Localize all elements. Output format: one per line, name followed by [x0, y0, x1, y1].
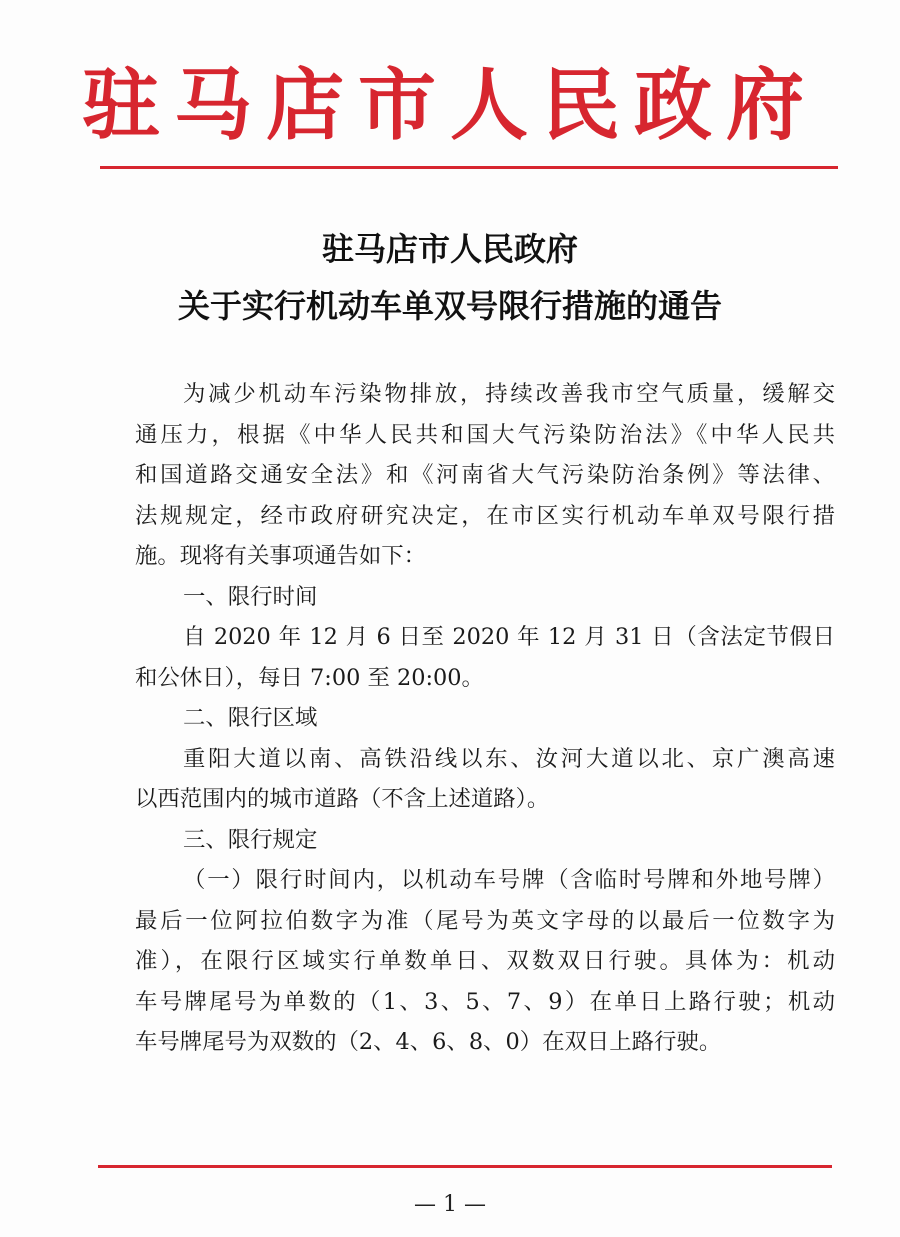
body-line: 最后一位阿拉伯数字为准（尾号为英文字母的以最后一位数字为: [135, 907, 835, 934]
section-heading-area: 二、限行区域: [183, 705, 318, 731]
body-line: 准），在限行区域实行单数单日、双数双日行驶。具体为：机动: [135, 948, 835, 974]
body-line: 为减少机动车污染物排放，持续改善我市空气质量，缓解交: [183, 381, 835, 407]
body-line: 重阳大道以南、高铁沿线以东、汝河大道以北、京广澳高速: [183, 745, 835, 772]
section-heading-time: 一、限行时间: [183, 583, 318, 610]
footer-red-rule: [98, 1165, 832, 1168]
body-line: 和公休日），每日 7:00 至 20:00。: [135, 664, 484, 691]
body-line: 车号牌尾号为单数的（1、3、5、7、9）在单日上路行驶；机动: [135, 988, 835, 1015]
masthead-red-rule: [100, 166, 838, 169]
body-line: 以西范围内的城市道路（不含上述道路）。: [135, 786, 550, 812]
section-heading-rules: 三、限行规定: [183, 826, 318, 853]
notice-body: [135, 374, 835, 1063]
notice-title-line-2: 关于实行机动车单双号限行措施的通告: [177, 287, 722, 325]
page-number: — 1 —: [414, 1192, 486, 1217]
body-line: 自 2020 年 12 月 6 日至 2020 年 12 月 31 日（含法定节假日: [183, 624, 835, 650]
masthead-issuer: 驻马店市人民政府: [81, 60, 818, 151]
notice-title-line-1: 驻马店市人民政府: [321, 230, 578, 268]
body-line: 施。现将有关事项通告如下：: [135, 543, 427, 569]
body-line: 车号牌尾号为双数的（2、4、6、8、0）在双日上路行驶。: [135, 1029, 722, 1055]
body-line: （一）限行时间内，以机动车号牌（含临时号牌和外地号牌）: [183, 867, 835, 893]
body-line: 通压力，根据《中华人民共和国大气污染防治法》《中华人民共: [135, 421, 835, 448]
body-line: 法规规定，经市政府研究决定，在市区实行机动车单双号限行措: [135, 502, 835, 529]
body-line: 和国道路交通安全法》和《河南省大气污染防治条例》等法律、: [135, 462, 835, 488]
